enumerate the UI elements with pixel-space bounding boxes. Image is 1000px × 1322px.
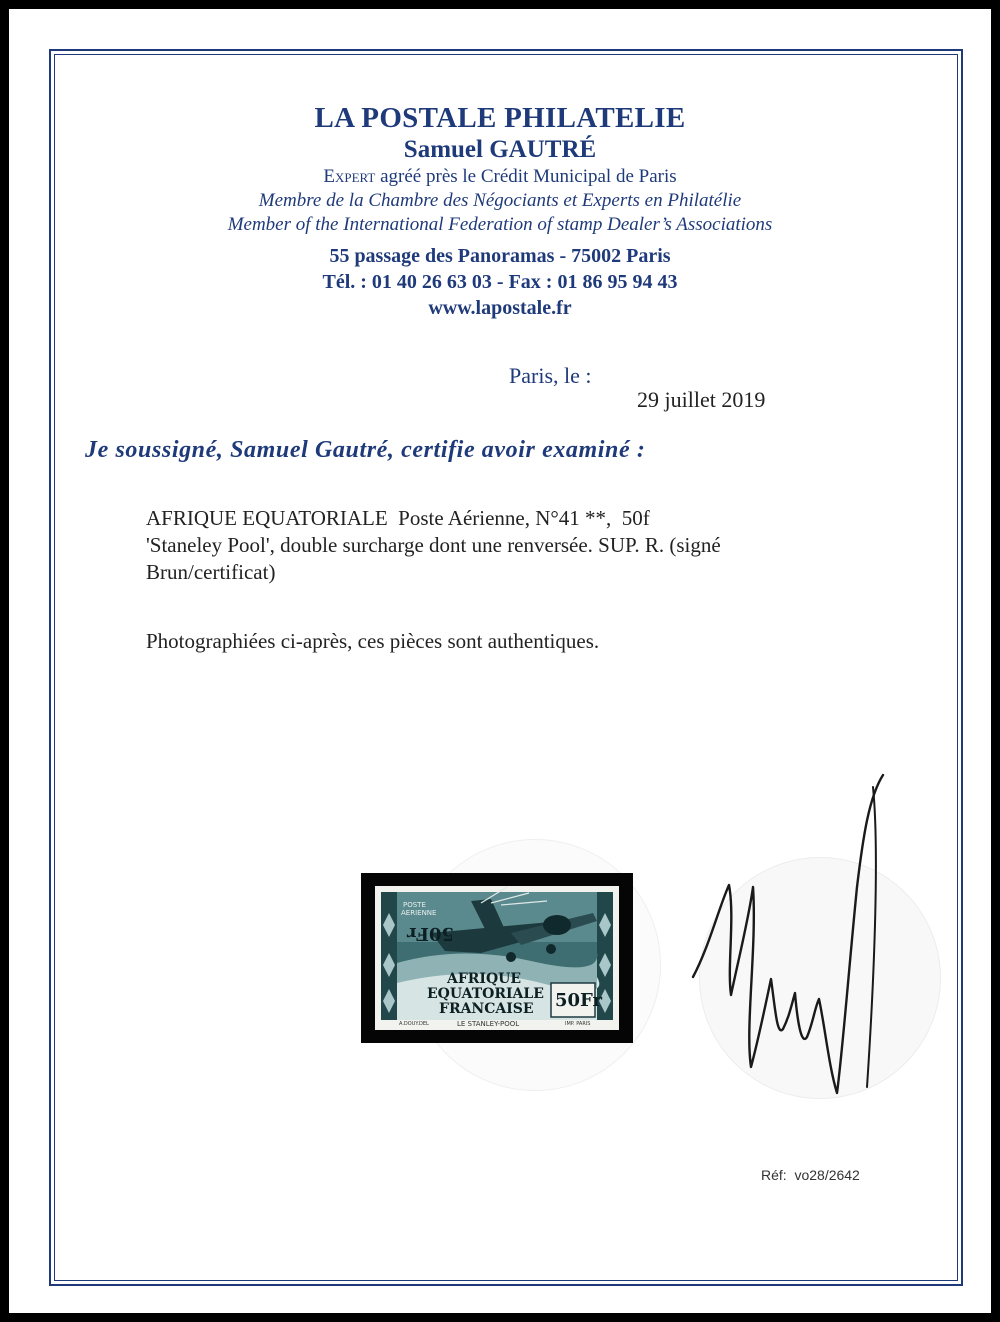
certification-statement: Je soussigné, Samuel Gautré, certifie avoir examiné : xyxy=(85,437,646,463)
website-link[interactable]: www.lapostale.fr xyxy=(428,297,572,319)
stamp-printer: IMP. PARIS xyxy=(565,1021,591,1027)
stamp-caption: LE STANLEY-POOL xyxy=(457,1020,520,1028)
stamp-designer: A.DOUY.DEL xyxy=(399,1021,429,1027)
description-line-2: 'Staneley Pool', double surcharge dont une renversée. SUP. R. (signé xyxy=(146,533,721,557)
stamp-country-3: FRANCAISE xyxy=(439,1001,534,1017)
chamber-membership: Membre de la Chambre des Négociants et Experts en Philatélie xyxy=(258,190,742,211)
expert-word: Expert xyxy=(323,166,376,187)
stamp-label-aerienne: AERIENNE xyxy=(401,909,437,917)
federation-membership: Member of the International Federation of stamp Dealer’s Associations xyxy=(227,214,773,235)
reference-number: Réf: vo28/2642 xyxy=(761,1167,860,1183)
handwritten-signature xyxy=(679,767,899,1107)
phone-fax: Tél. : 01 40 26 63 03 - Fax : 01 86 95 94 43 xyxy=(322,271,678,293)
stamp-photo xyxy=(361,873,633,1043)
description-line-3: Brun/certificat) xyxy=(146,560,276,584)
postal-address: 55 passage des Panoramas - 75002 Paris xyxy=(329,245,671,267)
description-line-1: AFRIQUE EQUATORIALE Poste Aérienne, N°41 **, 50f xyxy=(146,506,650,530)
expert-accreditation xyxy=(9,165,991,189)
authenticity-statement: Photographiées ci-après, ces pièces sont authentiques. xyxy=(146,629,600,653)
stamp-illustration xyxy=(361,873,633,1043)
accreditation-text: agréé près le Crédit Municipal de Paris xyxy=(375,166,677,187)
company-name: LA POSTALE PHILATELIE xyxy=(314,102,686,134)
stamp-inverted-overprint: 50Fr xyxy=(407,923,454,944)
item-description xyxy=(146,505,886,586)
stamp-face-value: 50Fr xyxy=(555,990,602,1011)
place-label: Paris, le : xyxy=(509,363,592,388)
certificate-date: 29 juillet 2019 xyxy=(637,387,766,412)
stamp-label-poste: POSTE xyxy=(403,901,426,909)
expert-name: Samuel GAUTRÉ xyxy=(403,136,597,163)
stamp-country-2: EQUATORIALE xyxy=(427,986,544,1002)
certificate-sheet xyxy=(9,9,991,1313)
stamp-country-1: AFRIQUE xyxy=(447,971,522,987)
letterhead xyxy=(9,101,991,321)
